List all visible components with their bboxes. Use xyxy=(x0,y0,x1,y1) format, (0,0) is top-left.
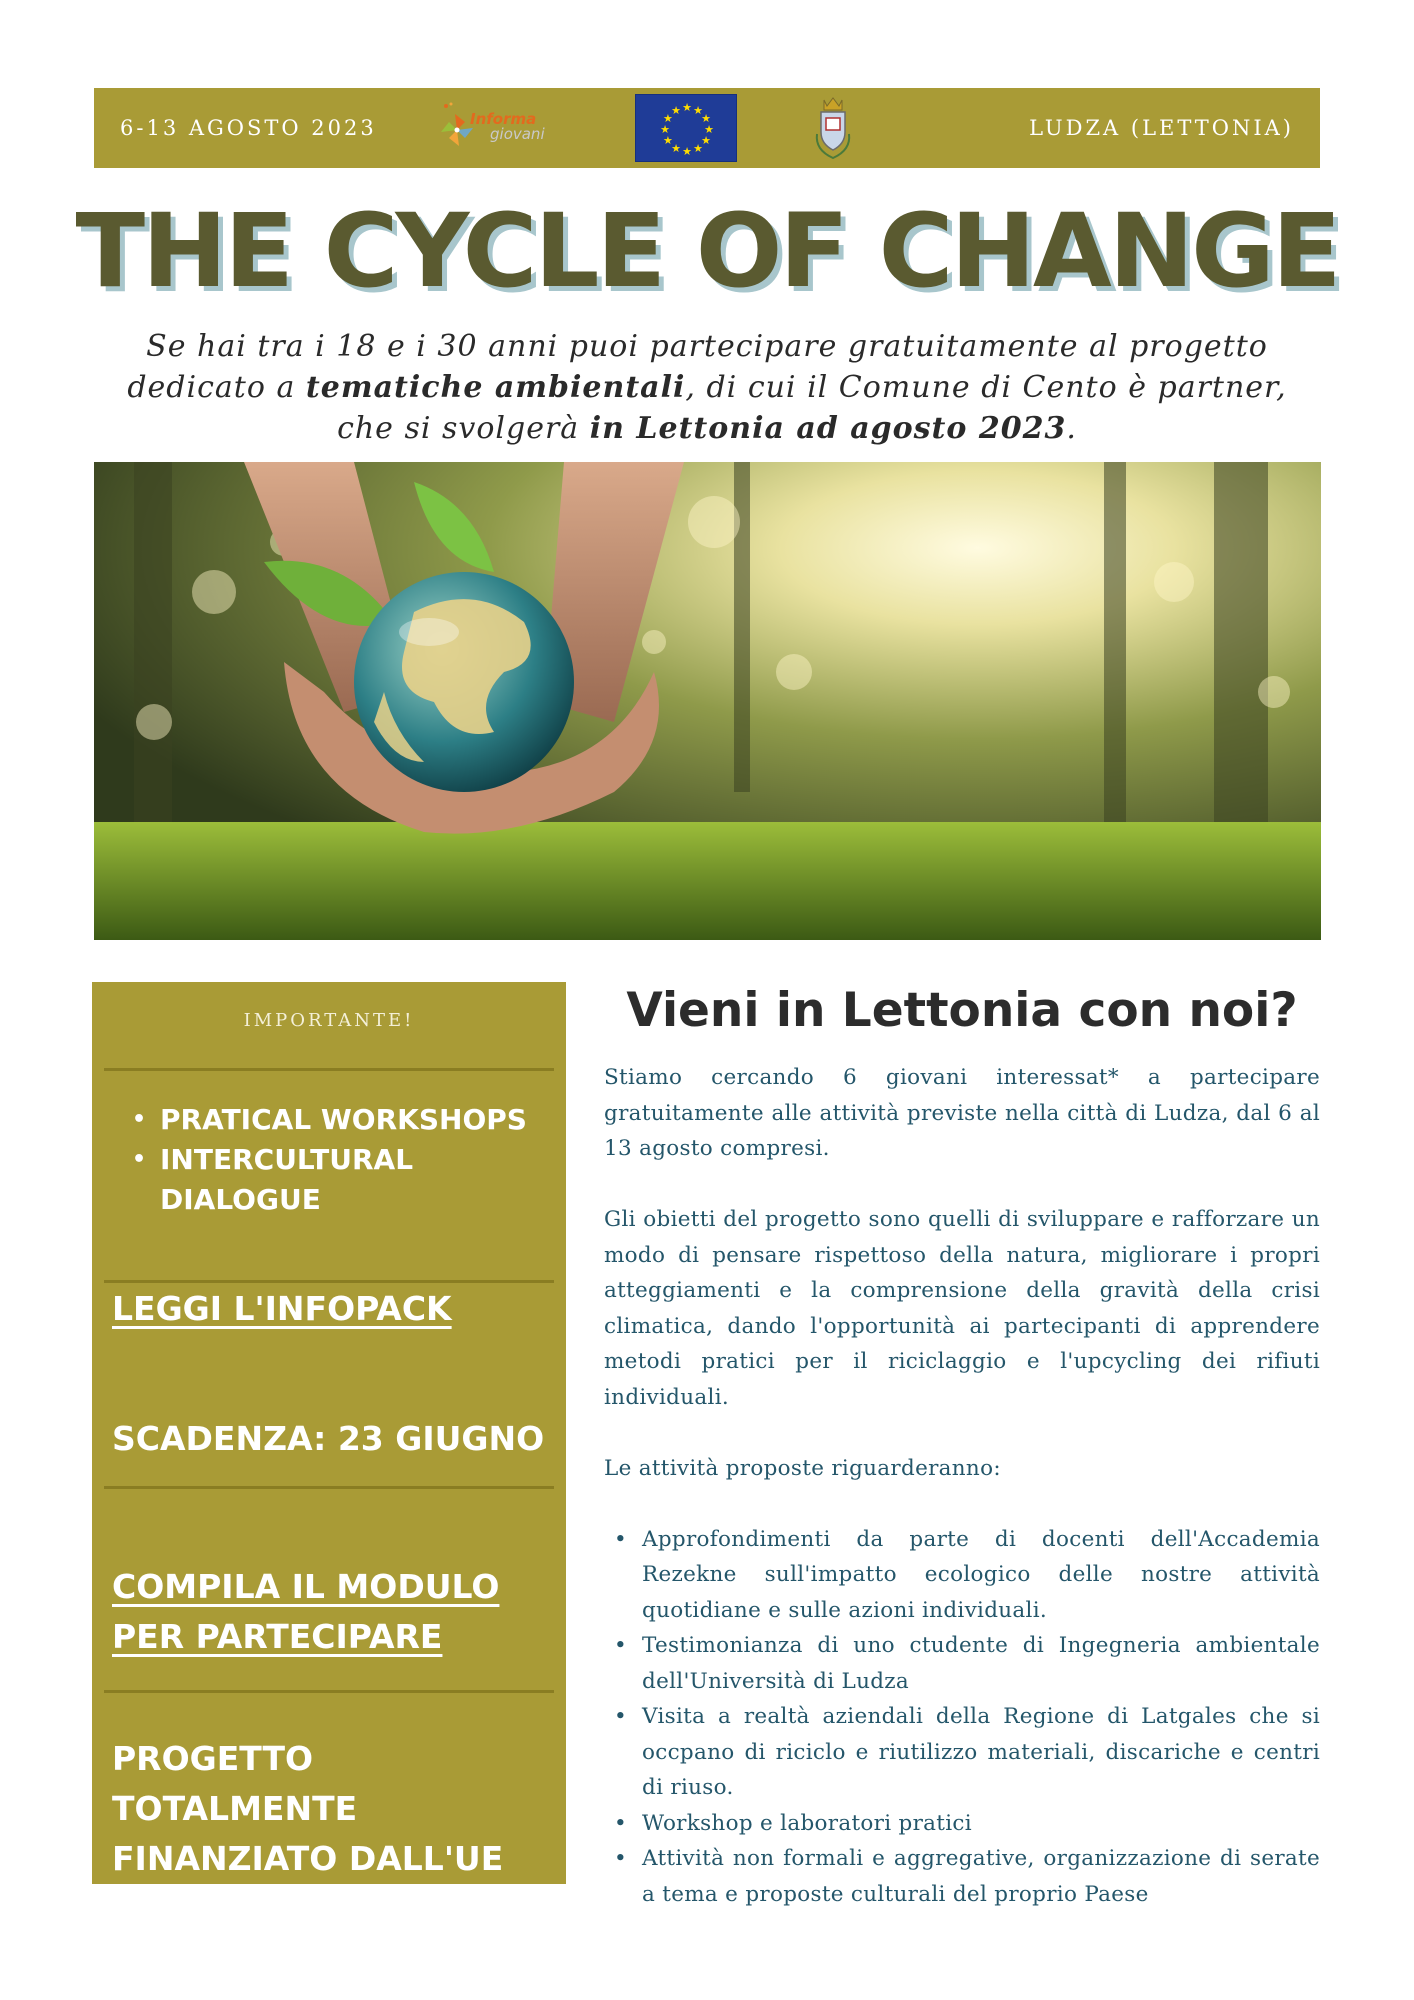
list-item: • PRATICAL WORKSHOPS xyxy=(132,1100,542,1140)
eu-star-icon: ★ xyxy=(701,134,712,147)
informagiovani-logo xyxy=(440,100,550,156)
eu-star-icon: ★ xyxy=(701,112,712,125)
paragraph-intro: Stiamo cercando 6 giovani interessat* a partecipare gratuitamente alle attività previste nella città di Ludza, dal 6 al 13 agosto compresi. xyxy=(604,1065,1320,1161)
header-bar xyxy=(94,88,1320,168)
intro-text: Se hai tra i 18 e i 30 anni puoi partecipare gratuitamente al progetto dedicato a tematiche ambientali, di cui il Comune di Cento è partner, che si svolgerà in Lettonia ad agosto 2023. xyxy=(127,329,1287,446)
divider xyxy=(104,1068,554,1071)
highlights-list xyxy=(132,1100,542,1220)
page-title: THE CYCLE OF CHANGE xyxy=(75,192,1339,311)
list-item: • Visita a realtà aziendali della Regione di Latgales che si occpano di riciclo e riutilizzo materiali, discariche e centri di riuso. xyxy=(642,1699,1320,1806)
divider xyxy=(104,1690,554,1693)
deadline-text: SCADENZA: 23 GIUGNO xyxy=(112,1419,545,1458)
eu-star-icon: ★ xyxy=(682,101,692,114)
eu-star-icon: ★ xyxy=(671,103,681,117)
eu-flag-icon xyxy=(635,94,737,162)
eu-star-icon: ★ xyxy=(671,142,681,156)
logo-text-line1: Informa xyxy=(470,110,537,128)
eu-star-icon: ★ xyxy=(704,123,714,136)
event-location: LUDZA (LETTONIA) xyxy=(1029,116,1294,140)
activities-list xyxy=(604,1522,1320,1913)
list-item: • Testimonianza di uno ctudente di Ingegneria ambientale dell'Università di Ludza xyxy=(642,1628,1320,1699)
info-panel xyxy=(92,982,566,1884)
paragraph-objectives: Gli obietti del progetto sono quelli di sviluppare e rafforzare un modo di pensare rispettoso della natura, migliorare i propri atteggiamenti e la comprensione della gravità della crisi climatica, dando l'opportunità ai partecipanti di apprendere metodi pratici per il riciclaggio e l'upcycling dei rifiuti individuali. xyxy=(604,1207,1320,1410)
divider xyxy=(104,1280,554,1283)
application-form-link[interactable]: COMPILA IL MODULO PER PARTECIPARE xyxy=(112,1567,500,1656)
eu-star-icon: ★ xyxy=(662,112,673,125)
funding-note: PROGETTO TOTALMENTE FINANZIATO DALL'UE xyxy=(112,1739,504,1878)
divider xyxy=(104,1486,554,1489)
pinwheel-icon xyxy=(440,100,474,156)
event-dates: 6-13 AGOSTO 2023 xyxy=(120,116,377,140)
eu-star-icon: ★ xyxy=(693,103,703,117)
hero-image-globe-in-hands xyxy=(94,462,1321,940)
important-label: IMPORTANTE! xyxy=(243,1010,415,1031)
list-item: • Workshop e laboratori pratici xyxy=(642,1806,1320,1842)
municipal-crest-icon xyxy=(812,94,854,162)
logo-text-line2: giovani xyxy=(490,125,545,143)
infopack-link[interactable]: LEGGI L'INFOPACK xyxy=(112,1289,452,1328)
section-heading: Vieni in Lettonia con noi? xyxy=(626,983,1298,1038)
list-item: • INTERCULTURAL DIALOGUE xyxy=(132,1140,542,1220)
intro-highlight-when: in Lettonia ad agosto 2023 xyxy=(589,411,1067,446)
eu-star-icon: ★ xyxy=(693,142,703,156)
eu-star-icon: ★ xyxy=(682,145,692,158)
intro-highlight-theme: tematiche ambientali xyxy=(305,370,686,405)
main-description xyxy=(604,1060,1320,1912)
eu-star-icon: ★ xyxy=(660,123,670,136)
list-item: • Attività non formali e aggregative, organizzazione di serate a tema e proposte culturali del proprio Paese xyxy=(642,1841,1320,1912)
eu-star-icon: ★ xyxy=(662,134,673,147)
paragraph-activities-intro: Le attività proposte riguarderanno: xyxy=(604,1455,1001,1481)
list-item: • Approfondimenti da parte di docenti dell'Accademia Rezekne sull'impatto ecologico delle nostre attività quotidiane e sulle azioni individuali. xyxy=(642,1522,1320,1629)
